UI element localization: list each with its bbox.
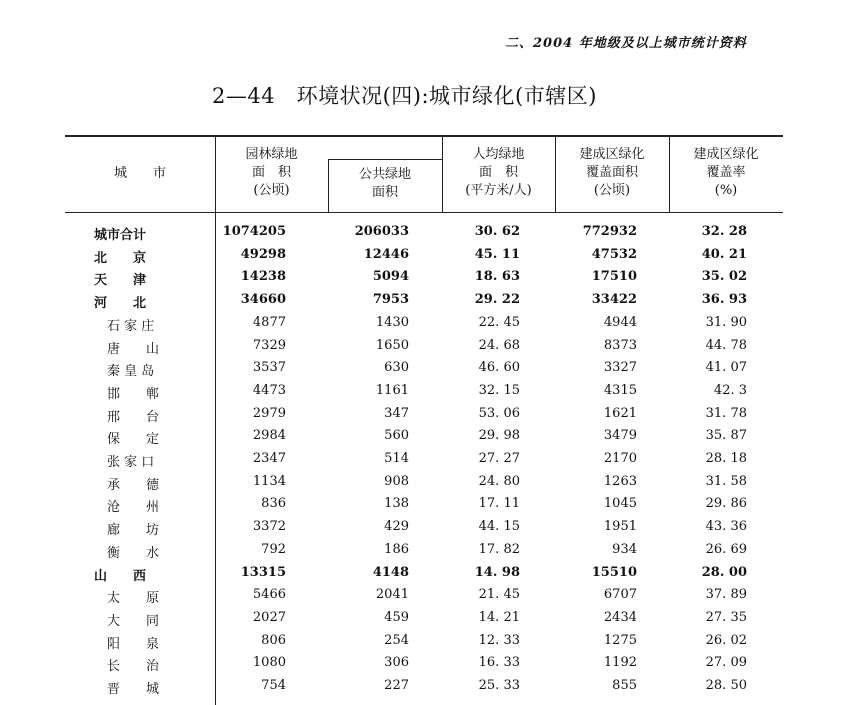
- coverage-rate-cell: 29. 86: [705, 496, 747, 512]
- city-name-cell: 石 家 庄: [107, 318, 155, 334]
- public-area-cell: 306: [384, 655, 409, 671]
- coverage-rate-cell: 31. 78: [705, 405, 747, 421]
- header-line: 面 积: [478, 165, 518, 180]
- garden-area-cell: 836: [261, 496, 286, 512]
- coverage-rate-cell: 36. 93: [701, 292, 747, 308]
- table-row: [0, 292, 862, 314]
- city-name-cell: 沧 州: [107, 500, 160, 516]
- public-area-cell: 186: [384, 541, 409, 557]
- city-name-cell: 长 治: [107, 659, 160, 675]
- table-row: [0, 542, 862, 564]
- header-line: (公顷): [253, 183, 290, 198]
- public-area-cell: 1650: [375, 337, 409, 353]
- header-line: 人均绿地: [472, 147, 525, 162]
- per-capita-cell: 22. 45: [478, 314, 520, 330]
- coverage-area-cell: 1192: [603, 655, 637, 671]
- coverage-rate-cell: 41. 07: [705, 360, 747, 376]
- public-area-cell: 560: [384, 428, 409, 444]
- coverage-area-cell: 15510: [591, 564, 637, 580]
- city-name-cell: 廊 坊: [107, 523, 160, 539]
- header-line: 园林绿地: [245, 147, 298, 162]
- per-capita-cell: 16. 33: [478, 655, 520, 671]
- header-garden-area: [215, 146, 328, 200]
- table-row: [0, 315, 862, 337]
- coverage-rate-cell: 42. 3: [713, 382, 747, 398]
- garden-area-cell: 3537: [252, 360, 286, 376]
- public-area-cell: 630: [384, 360, 409, 376]
- table-row: [0, 633, 862, 655]
- garden-area-cell: 2984: [252, 428, 286, 444]
- table-row: [0, 451, 862, 473]
- coverage-area-cell: 6707: [603, 587, 637, 603]
- table-row: [0, 496, 862, 518]
- header-bottom-rule: [65, 212, 783, 213]
- table-title: 2—44 环境状况(四):城市绿化(市辖区): [212, 84, 597, 108]
- table-row-clipped: [0, 700, 862, 705]
- per-capita-cell: 53. 06: [478, 405, 520, 421]
- table-row: [0, 655, 862, 677]
- coverage-rate-cell: 37. 89: [705, 587, 747, 603]
- garden-area-cell: 2979: [252, 405, 286, 421]
- garden-area-cell: 1134: [252, 473, 286, 489]
- coverage-rate-cell: 35. 87: [705, 428, 747, 444]
- garden-area-cell: 34660: [240, 292, 286, 308]
- coverage-rate-cell: 35. 02: [701, 269, 747, 285]
- coverage-area-cell: 1275: [603, 632, 637, 648]
- coverage-area-cell: 3327: [603, 360, 637, 376]
- city-name-cell: 张 家 口: [107, 455, 155, 470]
- header-coverage-area: [555, 146, 669, 200]
- table-row: [0, 383, 862, 405]
- header-line: 覆盖率: [706, 165, 746, 180]
- city-name-cell: 承 德: [107, 477, 160, 493]
- coverage-area-cell: 1263: [603, 473, 637, 489]
- table-row: [0, 338, 862, 360]
- per-capita-cell: 14. 98: [474, 564, 520, 580]
- per-capita-cell: 30. 62: [474, 224, 520, 239]
- coverage-area-cell: 1045: [603, 496, 637, 512]
- running-head: 二、2004 年地级及以上城市统计资料: [505, 36, 747, 51]
- header-line: 面积: [371, 185, 398, 200]
- city-name-cell: 天 津: [94, 273, 147, 289]
- public-area-cell: 908: [384, 473, 409, 489]
- per-capita-cell: 45. 11: [474, 246, 520, 262]
- city-name-cell: 城市合计: [94, 228, 147, 243]
- coverage-rate-cell: 40. 21: [701, 246, 747, 262]
- header-line: 覆盖面积: [585, 165, 638, 180]
- city-name-cell: 秦 皇 岛: [107, 364, 155, 380]
- garden-area-cell: 7329: [252, 337, 286, 353]
- header-line: 建成区绿化: [579, 147, 645, 162]
- garden-area-cell: 4473: [252, 382, 286, 398]
- city-name-cell: 保 定: [107, 432, 160, 448]
- header-public-area: [328, 166, 442, 202]
- per-capita-cell: 17. 82: [478, 541, 520, 557]
- table-row: [0, 360, 862, 382]
- public-area-cell: 4148: [372, 564, 409, 580]
- per-capita-cell: 25. 33: [478, 678, 520, 693]
- city-name-cell: 太 原: [107, 591, 160, 607]
- public-area-cell: 429: [384, 519, 409, 535]
- per-capita-cell: 27. 27: [478, 451, 520, 466]
- city-name-cell: 大 同: [107, 613, 160, 629]
- header-line: 面 积: [251, 165, 291, 180]
- subheader-rule: [328, 159, 442, 160]
- coverage-area-cell: 33422: [591, 292, 637, 308]
- coverage-area-cell: 4315: [603, 382, 637, 398]
- table-row: [0, 428, 862, 450]
- coverage-rate-cell: 26. 02: [705, 632, 747, 648]
- city-name-cell: 河 北: [94, 296, 147, 312]
- header-coverage-rate: [669, 146, 783, 200]
- public-area-cell: 1430: [375, 314, 409, 330]
- coverage-area-cell: 17510: [591, 269, 637, 285]
- city-name-cell: 阳 泉: [107, 636, 160, 652]
- garden-area-cell: 792: [261, 541, 286, 557]
- table-row: [0, 269, 862, 291]
- public-area-cell: 459: [384, 609, 409, 625]
- coverage-area-cell: 1951: [603, 519, 637, 535]
- public-area-cell: 514: [384, 451, 409, 466]
- header-city-label: 城 市: [113, 166, 166, 181]
- coverage-rate-cell: 28. 18: [705, 451, 747, 466]
- coverage-area-cell: 934: [612, 541, 637, 557]
- garden-area-cell: 1080: [252, 655, 286, 671]
- public-area-cell: 12446: [363, 246, 409, 262]
- garden-area-cell: 2347: [252, 451, 286, 466]
- per-capita-cell: 24. 68: [478, 337, 520, 353]
- table-row: [0, 224, 862, 246]
- header-line: (公顷): [593, 183, 631, 198]
- garden-area-cell: 3372: [252, 519, 286, 535]
- city-name-cell: 邢 台: [107, 409, 160, 425]
- table-row: [0, 678, 862, 700]
- table-row: [0, 610, 862, 632]
- per-capita-cell: 29. 22: [474, 292, 520, 308]
- coverage-area-cell: 8373: [603, 337, 637, 353]
- garden-area-cell: 13315: [240, 564, 286, 580]
- header-line: 建成区绿化: [693, 147, 759, 162]
- public-area-cell: 206033: [354, 224, 409, 239]
- garden-area-cell: 5466: [252, 587, 286, 603]
- public-area-cell: 347: [384, 405, 409, 421]
- coverage-area-cell: 855: [612, 678, 637, 693]
- coverage-area-cell: 4944: [603, 314, 637, 330]
- public-area-cell: 138: [384, 496, 409, 512]
- header-line: (%): [714, 183, 738, 198]
- per-capita-cell: 24. 80: [478, 473, 520, 489]
- city-name-cell: 山 西: [94, 568, 147, 584]
- header-line: (平方米/人): [465, 183, 532, 198]
- garden-area-cell: 754: [261, 678, 286, 693]
- table-top-rule: [65, 135, 783, 137]
- table-row: [0, 247, 862, 269]
- header-per-capita: [442, 146, 555, 200]
- coverage-area-cell: 772932: [582, 224, 637, 239]
- per-capita-cell: 21. 45: [478, 587, 520, 603]
- per-capita-cell: 14. 21: [478, 609, 520, 625]
- coverage-area-cell: 2170: [603, 451, 637, 466]
- per-capita-cell: 18. 63: [474, 269, 520, 285]
- public-area-cell: 227: [384, 678, 409, 693]
- city-name-cell: 唐 山: [107, 341, 160, 357]
- city-name-cell: 衡 水: [107, 545, 160, 561]
- garden-area-cell: 2027: [252, 609, 286, 625]
- coverage-rate-cell: 43. 36: [705, 519, 747, 535]
- city-name-cell: 邯 郸: [107, 386, 160, 402]
- coverage-rate-cell: 27. 35: [705, 609, 747, 625]
- city-name-cell: 晋 城: [107, 682, 160, 697]
- header-line: 公共绿地: [358, 167, 411, 182]
- public-area-cell: 2041: [375, 587, 409, 603]
- city-name-cell: 北 京: [94, 250, 147, 266]
- coverage-rate-cell: 44. 78: [705, 337, 747, 353]
- public-area-cell: 1161: [375, 382, 409, 398]
- coverage-rate-cell: 26. 69: [705, 541, 747, 557]
- header-city: [65, 165, 215, 183]
- per-capita-cell: 44. 15: [478, 519, 520, 535]
- coverage-rate-cell: 28. 00: [701, 564, 747, 580]
- coverage-area-cell: 2434: [603, 609, 637, 625]
- coverage-rate-cell: 27. 09: [705, 655, 747, 671]
- garden-area-cell: 4877: [252, 314, 286, 330]
- table-row: [0, 474, 862, 496]
- coverage-area-cell: 3479: [603, 428, 637, 444]
- table-row: [0, 406, 862, 428]
- garden-area-cell: 1074205: [222, 224, 286, 239]
- coverage-rate-cell: 28. 50: [705, 678, 747, 693]
- coverage-area-cell: 47532: [591, 246, 637, 262]
- per-capita-cell: 29. 98: [478, 428, 520, 444]
- table-row: [0, 587, 862, 609]
- garden-area-cell: 806: [261, 632, 286, 648]
- public-area-cell: 7953: [372, 292, 409, 308]
- per-capita-cell: 46. 60: [478, 360, 520, 376]
- coverage-area-cell: 1621: [603, 405, 637, 421]
- garden-area-cell: 49298: [240, 246, 286, 262]
- coverage-rate-cell: 32. 28: [701, 224, 747, 239]
- table-row: [0, 519, 862, 541]
- per-capita-cell: 17. 11: [478, 496, 520, 512]
- per-capita-cell: 12. 33: [478, 632, 520, 648]
- coverage-rate-cell: 31. 58: [705, 473, 747, 489]
- public-area-cell: 5094: [372, 269, 409, 285]
- table-row: [0, 565, 862, 587]
- coverage-rate-cell: 31. 90: [705, 314, 747, 330]
- garden-area-cell: 14238: [240, 269, 286, 285]
- per-capita-cell: 32. 15: [478, 382, 520, 398]
- public-area-cell: 254: [384, 632, 409, 648]
